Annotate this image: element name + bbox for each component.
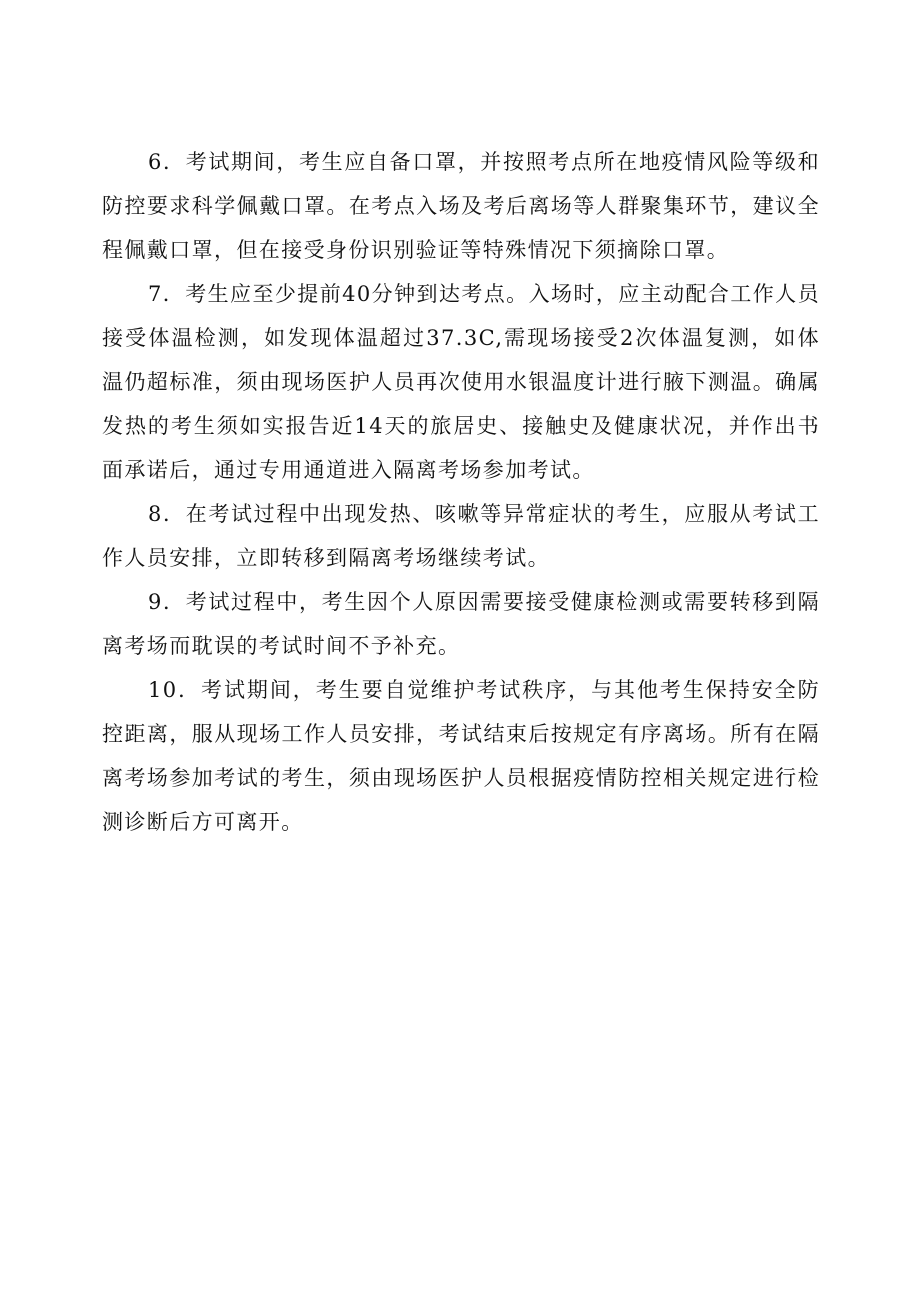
paragraph-item-9: 9．考试过程中，考生因个人原因需要接受健康检测或需要转移到隔离考场而耽误的考试时间不予补充。 (102, 590, 820, 658)
paragraph-item-10: 10．考试期间，考生要自觉维护考试秩序，与其他考生保持安全防控距离，服从现场工作人员安排，考试结束后按规定有序离场。所有在隔离考场参加考试的考生，须由现场医护人员根据疫情防控相关规定进行检测诊断后方可离开。 (102, 678, 820, 834)
document-body (102, 140, 820, 844)
paragraph-item-8: 8．在考试过程中出现发热、咳嗽等异常症状的考生，应服从考试工作人员安排，立即转移到隔离考场继续考试。 (102, 502, 820, 570)
paragraph-item-7: 7．考生应至少提前40分钟到达考点。入场时，应主动配合工作人员接受体温检测，如发现体温超过37.3C,需现场接受2次体温复测，如体温仍超标准，须由现场医护人员再次使用水银温度计进行腋下测温。确属发热的考生须如实报告近14天的旅居史、接触史及健康状况，并作出书面承诺后，通过专用通道进入隔离考场参加考试。 (102, 282, 820, 482)
paragraph-item-6: 6．考试期间，考生应自备口罩，并按照考点所在地疫情风险等级和防控要求科学佩戴口罩。在考点入场及考后离场等人群聚集环节，建议全程佩戴口罩，但在接受身份识别验证等特殊情况下须摘除口罩。 (102, 150, 820, 262)
